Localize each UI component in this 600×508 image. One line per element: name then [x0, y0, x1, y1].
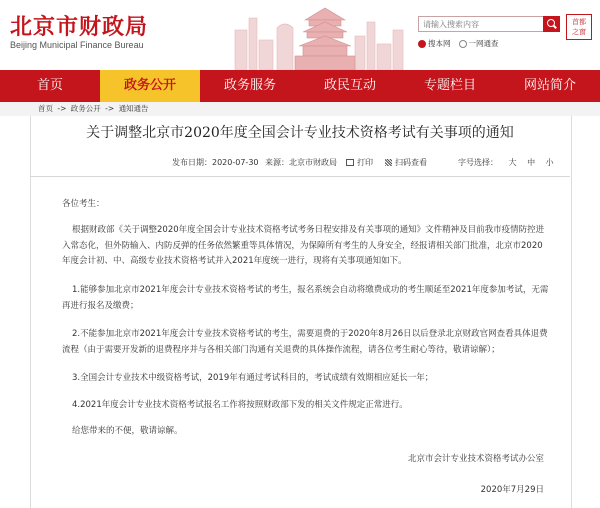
capital-window-logo[interactable]: 首都 之窗: [566, 14, 592, 40]
radio-selected-icon: [418, 40, 426, 48]
nav-public-interaction[interactable]: 政民互动: [323, 78, 376, 93]
paragraph-item-4: 4.2021年度会计专业技术资格考试报名工作将按照财政部下发的相关文件规定正常进行。: [72, 400, 408, 410]
publish-date: 发布日期：2020-07-30: [172, 158, 259, 167]
print-button[interactable]: 打印: [346, 156, 373, 170]
scope-option-all[interactable]: 一网通查: [459, 38, 499, 49]
font-size-medium[interactable]: 中: [527, 158, 536, 167]
article-source: 来源：北京市财政局: [265, 158, 337, 167]
nav-special-topics[interactable]: 专题栏目: [423, 78, 476, 93]
greeting: 各位考生：: [62, 199, 105, 209]
nav-government-affairs[interactable]: 政务公开: [100, 70, 200, 102]
article-title: 关于调整北京市2020年度全国会计专业技术资格考试有关事项的通知: [86, 125, 514, 141]
font-size-selector: 字号选择： 大 中 小: [458, 156, 554, 170]
font-size-large[interactable]: 大: [508, 158, 517, 167]
qr-code-icon: [385, 159, 392, 166]
paragraph-intro: 根据财政部《关于调整2020年度全国会计专业技术资格考试考务日程安排及有关事项的通知》文件精神及目前我市疫情防控进入常态化，但外防输入、内防反弹的任务依然繁重等具体情况，为保障所有考生的人身安全，经报请相关部门批准，北京市2020年度会计初、中、高级专业技术资格考试并入2021年度统一进行，现将有关事项通知如下。: [62, 225, 545, 266]
site-header: [0, 0, 600, 70]
breadcrumb-separator: ->: [105, 104, 115, 113]
site-subtitle: Beijing Municipal Finance Bureau: [10, 40, 144, 50]
signature: 北京市会计专业技术资格考试办公室: [407, 454, 544, 464]
breadcrumb-affairs[interactable]: 政务公开: [70, 104, 101, 113]
breadcrumb-separator: ->: [57, 104, 67, 113]
paragraph-item-2: 2.不能参加北京市2021年度会计专业技术资格考试的考生，需要退费的于2020年8月26日以后登录北京财政官网查看具体退费流程（由于需要开发新的退费程序并与各相关部门沟通有关退费的具体操作流程，请各位考生耐心等待，敬请谅解）；: [62, 329, 548, 355]
nav-about[interactable]: 网站简介: [523, 78, 576, 93]
nav-home[interactable]: 首页: [36, 78, 63, 93]
breadcrumb: [0, 102, 600, 116]
scan-qr-button[interactable]: 扫码查看: [385, 156, 427, 170]
paragraph-item-3: 3.全国会计专业技术中级资格考试，2019年有通过考试科目的，考试成绩有效期相应延长一年；: [72, 373, 434, 383]
nav-government-services[interactable]: 政务服务: [223, 78, 276, 93]
site-title[interactable]: 北京市财政局: [10, 14, 149, 40]
divider: [30, 176, 570, 177]
breadcrumb-home[interactable]: 首页: [38, 104, 53, 113]
article-meta: [0, 156, 600, 170]
breadcrumb-notices[interactable]: 通知通告: [118, 104, 149, 113]
paragraph-item-1: 1.能够参加北京市2021年度会计专业技术资格考试的考生，报名系统会自动将缴费成功的考生顺延至2021年度参加考试，无需再进行报名及缴费；: [62, 285, 549, 311]
skyline-banner-icon: [225, 0, 415, 70]
paragraph-apology: 给您带来的不便，敬请谅解。: [72, 426, 183, 436]
search-icon[interactable]: [543, 16, 560, 32]
font-size-small[interactable]: 小: [545, 158, 554, 167]
radio-icon: [459, 40, 467, 48]
printer-icon: [346, 159, 354, 166]
search-scope: [418, 38, 499, 49]
scope-option-site[interactable]: 搜本网: [418, 38, 451, 49]
signature-date: 2020年7月29日: [480, 485, 544, 495]
main-nav: [0, 70, 600, 102]
search-input[interactable]: 请输入搜索内容: [418, 16, 546, 32]
